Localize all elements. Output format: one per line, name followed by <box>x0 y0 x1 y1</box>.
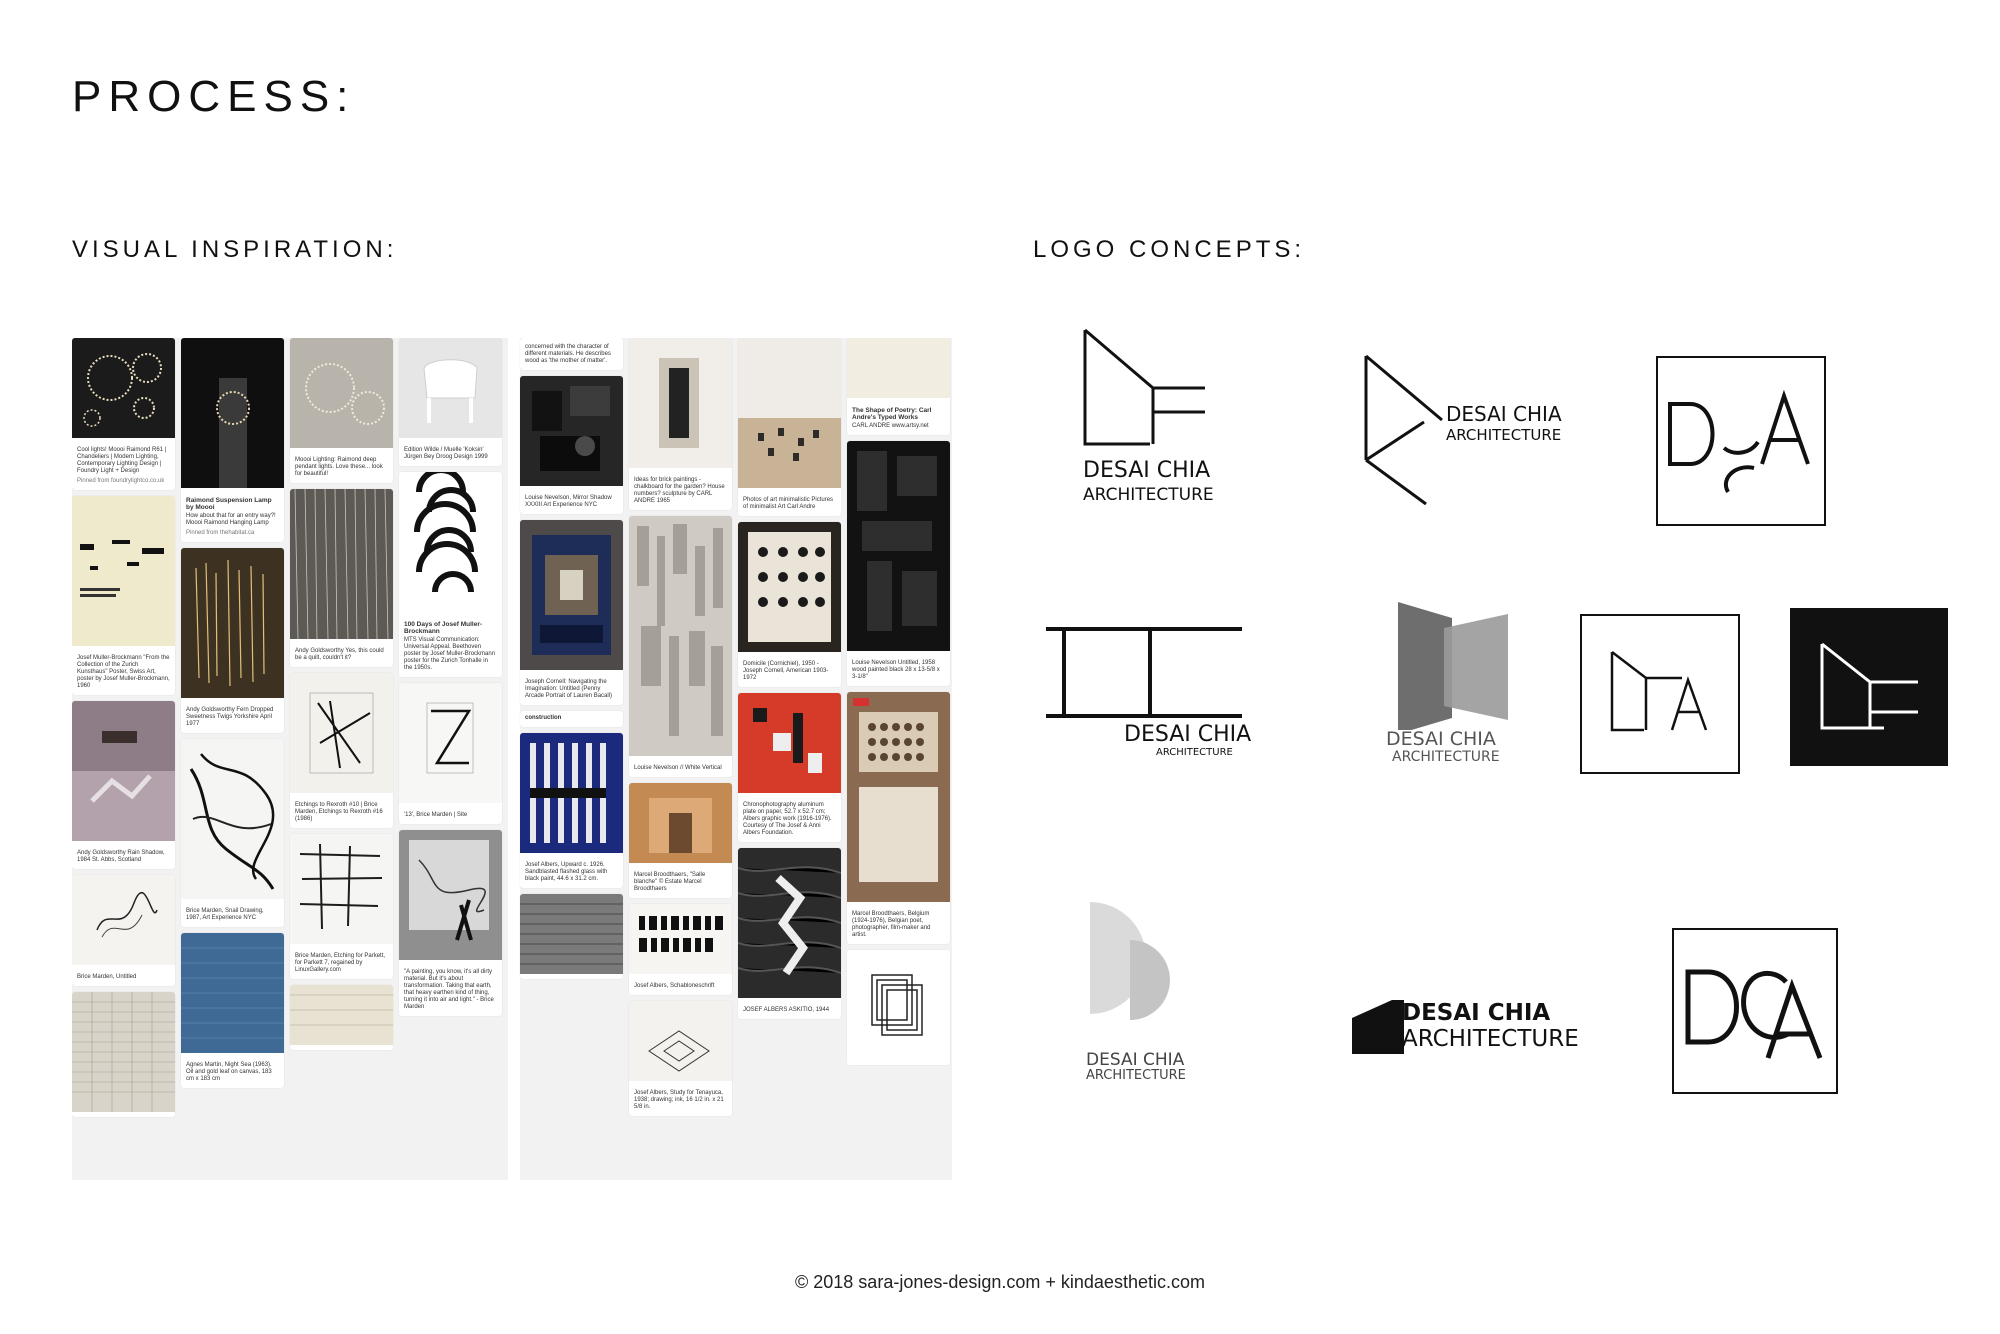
logo-name-line1: DESAI CHIA <box>1086 1050 1185 1070</box>
marden-13-image <box>399 683 502 803</box>
logo-concept-10[interactable] <box>1672 928 1838 1094</box>
pin-caption: Louise Nevelson, Mirror Shadow XXXIII Art Experience NYC <box>525 495 612 508</box>
logo-name-line1: DESAI CHIA <box>1386 728 1496 750</box>
pin[interactable] <box>399 683 502 824</box>
nevelson-untitled-black-image <box>847 441 950 651</box>
moodboard-gap <box>508 338 520 1180</box>
pin[interactable] <box>847 950 950 1065</box>
pin-caption: Marcel Broodthaers, Belgium (1924-1976), Belgian poet, photographer, film-maker and artist. <box>852 911 931 938</box>
logo-concept-3[interactable] <box>1656 356 1826 526</box>
pin-caption: How about that for an entry way?! Moooi Raimond Hanging Lamp <box>186 513 276 526</box>
pin[interactable] <box>738 848 841 1019</box>
pin-caption: Edition Wilde / Muelle 'Koksin' Jürgen Bey Droog Design 1999 <box>404 447 488 460</box>
house-inverse-icon <box>1790 608 1948 766</box>
pin[interactable] <box>520 711 623 727</box>
lined-paper-image <box>290 985 393 1045</box>
moodboard-column-8 <box>847 338 950 1071</box>
dca-large-monogram-icon <box>1674 930 1836 1092</box>
pin[interactable] <box>629 516 732 777</box>
house-box-icon <box>1582 616 1738 772</box>
twig-sculpture-image <box>181 548 284 698</box>
logo-concept-9[interactable] <box>1352 1000 1579 1056</box>
double-column-icon <box>1046 626 1246 722</box>
carl-andre-brick-image <box>629 338 732 468</box>
broodthaers-cabinet-image <box>847 692 950 902</box>
brockmann-poster-image <box>72 496 175 646</box>
pin[interactable] <box>290 338 393 483</box>
pin-caption: Josef Albers, Upward c. 1926. Sandblasted flashed glass with black paint, 44.6 x 31.2 cm. <box>525 862 608 882</box>
logo-name-line1: DESAI CHIA <box>1124 722 1252 747</box>
page-title: PROCESS: <box>72 72 356 121</box>
pin-caption: '13', Brice Marden | Site <box>404 812 468 818</box>
night-sea-image <box>181 933 284 1053</box>
pin-caption: Brice Marden, Snail Drawing, 1987, Art Experience NYC <box>186 908 264 921</box>
dca-monogram-icon <box>1658 358 1824 524</box>
logo-name-line2: ARCHITECTURE <box>1446 426 1562 444</box>
logo-name-line2: ARCHITECTURE <box>1086 1068 1186 1083</box>
logo-name-line2: ARCHITECTURE <box>1156 747 1233 758</box>
pin[interactable] <box>290 489 393 667</box>
pin-source: Pinned from thehabitat.ca <box>186 530 255 536</box>
pin[interactable] <box>290 985 393 1050</box>
house-mark-icon <box>1075 322 1225 452</box>
pin[interactable] <box>520 733 623 888</box>
pin[interactable] <box>181 933 284 1088</box>
pin[interactable] <box>399 338 502 466</box>
nevelson-white-vertical-image <box>629 516 732 756</box>
albers-askitio-image <box>738 848 841 998</box>
woven-twigs-image <box>290 489 393 639</box>
pin-caption: Cool lights! Moooi Raimond R61 | Chandeliers | Modern Lighting, Contemporary Lighting Design | Foundry Light + Design <box>77 447 167 474</box>
parkett-etching-image <box>290 834 393 944</box>
pin[interactable] <box>847 441 950 686</box>
snail-drawing-image <box>181 739 284 899</box>
visual-inspiration-heading: VISUAL INSPIRATION: <box>72 236 398 263</box>
pin-caption: Louise Nevelson // White Vertical <box>634 765 722 771</box>
albers-upward-image <box>520 733 623 853</box>
pin[interactable] <box>738 522 841 687</box>
pin-caption: Andy Goldsworthy Rain Shadow, 1984 St. Abbs, Scotland <box>77 850 165 863</box>
pin-caption: Brice Marden, Untitled <box>77 974 137 980</box>
moodboard-column-6 <box>629 338 732 1122</box>
logo-concept-1[interactable] <box>1075 322 1225 512</box>
pin-title: The Shape of Poetry: Carl Andre's Typed Works <box>852 407 932 421</box>
pin-caption: Chronophotography aluminum plate on paper, 52.7 x 52.7 cm; Albers graphic work (1916-1976). Courtesy of The Josef & Anni Albers Foundation. <box>743 802 832 836</box>
pin-caption: concerned with the character of different materials. He describes wood as 'the mother of matter'. <box>525 344 611 364</box>
pin[interactable] <box>738 338 841 516</box>
albers-red-grid-image <box>738 693 841 793</box>
pin[interactable] <box>72 338 175 490</box>
half-circles-icon <box>1086 900 1196 1050</box>
rain-shadow-image <box>72 701 175 841</box>
pin-title: Raimond Suspension Lamp by Moooi <box>186 497 272 511</box>
logo-name-line2: ARCHITECTURE <box>1402 1026 1579 1052</box>
pin-caption: CARL ANDRE www.artsy.net <box>852 423 929 429</box>
typed-works-image <box>847 338 950 398</box>
pin-caption: Josef Albers, Schabloneschrift <box>634 983 715 989</box>
logo-name-line2: ARCHITECTURE <box>1392 749 1500 765</box>
moodboard-column-2 <box>181 338 284 1094</box>
marden-studio-image <box>399 830 502 960</box>
pin-caption: Andy Goldsworthy Yes, this could be a quilt, couldn't it? <box>295 648 384 661</box>
pin-caption: Domicile (Cornichiel), 1950 - Joseph Cornell, American 1903-1972 <box>743 661 829 681</box>
pin[interactable] <box>520 338 623 370</box>
logo-concept-2[interactable] <box>1362 350 1602 510</box>
textile-image <box>520 894 623 974</box>
logo-name-line1: DESAI CHIA <box>1446 402 1562 426</box>
pin-caption: Louise Nevelson Untitled, 1958 wood painted black 28 x 13-5/8 x 3-1/8" <box>852 660 940 680</box>
overlapping-planes-icon <box>1390 600 1520 730</box>
pin[interactable] <box>290 673 393 828</box>
pin-caption: Marcel Broodthaers, "Salle blanche" © Estate Marcel Broodthaers <box>634 872 706 892</box>
pin-caption: Brice Marden, Etching for Parkett, for Parkett 7, regained by LinuxGallery.com <box>295 953 386 973</box>
brockmann-beethoven-image <box>399 472 502 612</box>
pin[interactable] <box>72 496 175 695</box>
salle-blanche-image <box>629 783 732 863</box>
entry-way-lamp-image <box>181 338 284 488</box>
pin[interactable] <box>181 338 284 542</box>
pin-caption: Photos of art minimalistic Pictures of minimalist Art Carl Andre <box>743 497 834 510</box>
pin[interactable] <box>629 904 732 995</box>
pin-caption: Etchings to Rexroth #10 | Brice Marden, Etchings to Rexroth #16 (1986) <box>295 802 383 822</box>
footer-credit: © 2018 sara-jones-design.com + kindaesthetic.com <box>795 1272 1205 1292</box>
pin[interactable] <box>629 1001 732 1116</box>
pin-caption: Agnes Martin, Night Sea (1963). Oil and gold leaf on canvas, 183 cm x 183 cm <box>186 1062 272 1082</box>
pin[interactable] <box>290 834 393 979</box>
pin-source: Pinned from foundrylightco.co.uk <box>77 478 165 484</box>
pin-caption: MTS Visual Communication: Universal Appeal. Beethoven poster by Josef Muller-Brockmann poster for the Zurich Tonhalle in the 1950s. <box>404 637 496 671</box>
pin-title: 100 Days of Josef Muller-Brockmann <box>404 621 483 635</box>
logo-concept-5[interactable] <box>1386 600 1516 765</box>
logo-concept-4[interactable] <box>1046 626 1252 758</box>
moooi-pendant-image <box>290 338 393 448</box>
pin[interactable] <box>72 701 175 869</box>
moodboard <box>72 338 952 1180</box>
albers-stencil-letters-image <box>629 904 732 974</box>
nevelson-mirror-shadow-image <box>520 376 623 486</box>
cornell-box-image <box>520 520 623 670</box>
pin-caption: JOSEF ALBERS ASKITIO, 1944 <box>743 1007 830 1013</box>
moodboard-column-4 <box>399 338 502 1022</box>
pin[interactable] <box>629 338 732 510</box>
logo-name-line2: ARCHITECTURE <box>1083 485 1214 505</box>
logo-name-line1: DESAI CHIA <box>1083 458 1211 483</box>
domicile-cornell-image <box>738 522 841 652</box>
moodboard-column-7 <box>738 338 841 1025</box>
agnes-martin-image <box>72 992 175 1112</box>
moodboard-column-5 <box>520 338 623 985</box>
pin[interactable] <box>520 376 623 514</box>
albers-cube-image <box>847 950 950 1060</box>
pin-caption: construction <box>525 715 562 721</box>
logo-name-line1: DESAI CHIA <box>1402 1000 1551 1026</box>
tenayuca-study-image <box>629 1001 732 1081</box>
pin-caption: Andy Goldsworthy Fern Dropped Sweetness Twigs Yorkshire April 1977 <box>186 707 274 727</box>
pin[interactable] <box>399 830 502 1016</box>
pin[interactable] <box>738 693 841 842</box>
pin[interactable] <box>399 472 502 677</box>
logo-concept-8[interactable] <box>1086 900 1196 1083</box>
minimalist-gallery-image <box>738 338 841 488</box>
moodboard-column-3 <box>290 338 393 1056</box>
pin[interactable] <box>847 692 950 944</box>
pin[interactable] <box>181 739 284 927</box>
logo-concepts-heading: LOGO CONCEPTS: <box>1033 236 1306 263</box>
pin-caption: Joseph Cornell: Navigating the Imagination: Untitled (Penny Arcade Portrait of Lauren Bacall) <box>525 679 613 699</box>
pin-caption: Moooi Lighting: Raimond deep pendant lights. Love these... look for beautiful! <box>295 457 383 477</box>
raimond-lamp-image <box>72 338 175 438</box>
moodboard-column-1 <box>72 338 175 1123</box>
rexroth-etching-image <box>290 673 393 793</box>
pin[interactable] <box>629 783 732 898</box>
pin[interactable] <box>72 875 175 986</box>
pin-caption: Josef Albers, Study for Tenayuca, 1938; drawing; ink, 16 1/2 in. x 21 5/8 in. <box>634 1090 724 1110</box>
pin[interactable] <box>181 548 284 733</box>
pin[interactable] <box>520 520 623 705</box>
pin[interactable] <box>520 894 623 979</box>
pin[interactable] <box>72 992 175 1117</box>
pin[interactable] <box>847 338 950 435</box>
pin-caption: Josef Muller-Brockmann "From the Collection of the Zurich Kunsthaus" Poster, Swiss Art, poster by Josef Muller-Brockmann, 1960 <box>77 655 170 689</box>
logo-concept-7[interactable] <box>1790 608 1948 766</box>
logo-concept-6[interactable] <box>1580 614 1740 774</box>
pin-caption: "A painting, you know, it's all dirty material. But it's about transformation. Taking that earth, that heavy earthen kind of thing, turning it into air and light." - Brice Marden <box>404 969 494 1010</box>
koksin-chair-image <box>399 338 502 438</box>
pin-caption: Ideas for brick paintings - chalkboard for the garden? House numbers? sculpture by CARL ANDRE 1965 <box>634 477 725 504</box>
marden-untitled-image <box>72 875 175 965</box>
